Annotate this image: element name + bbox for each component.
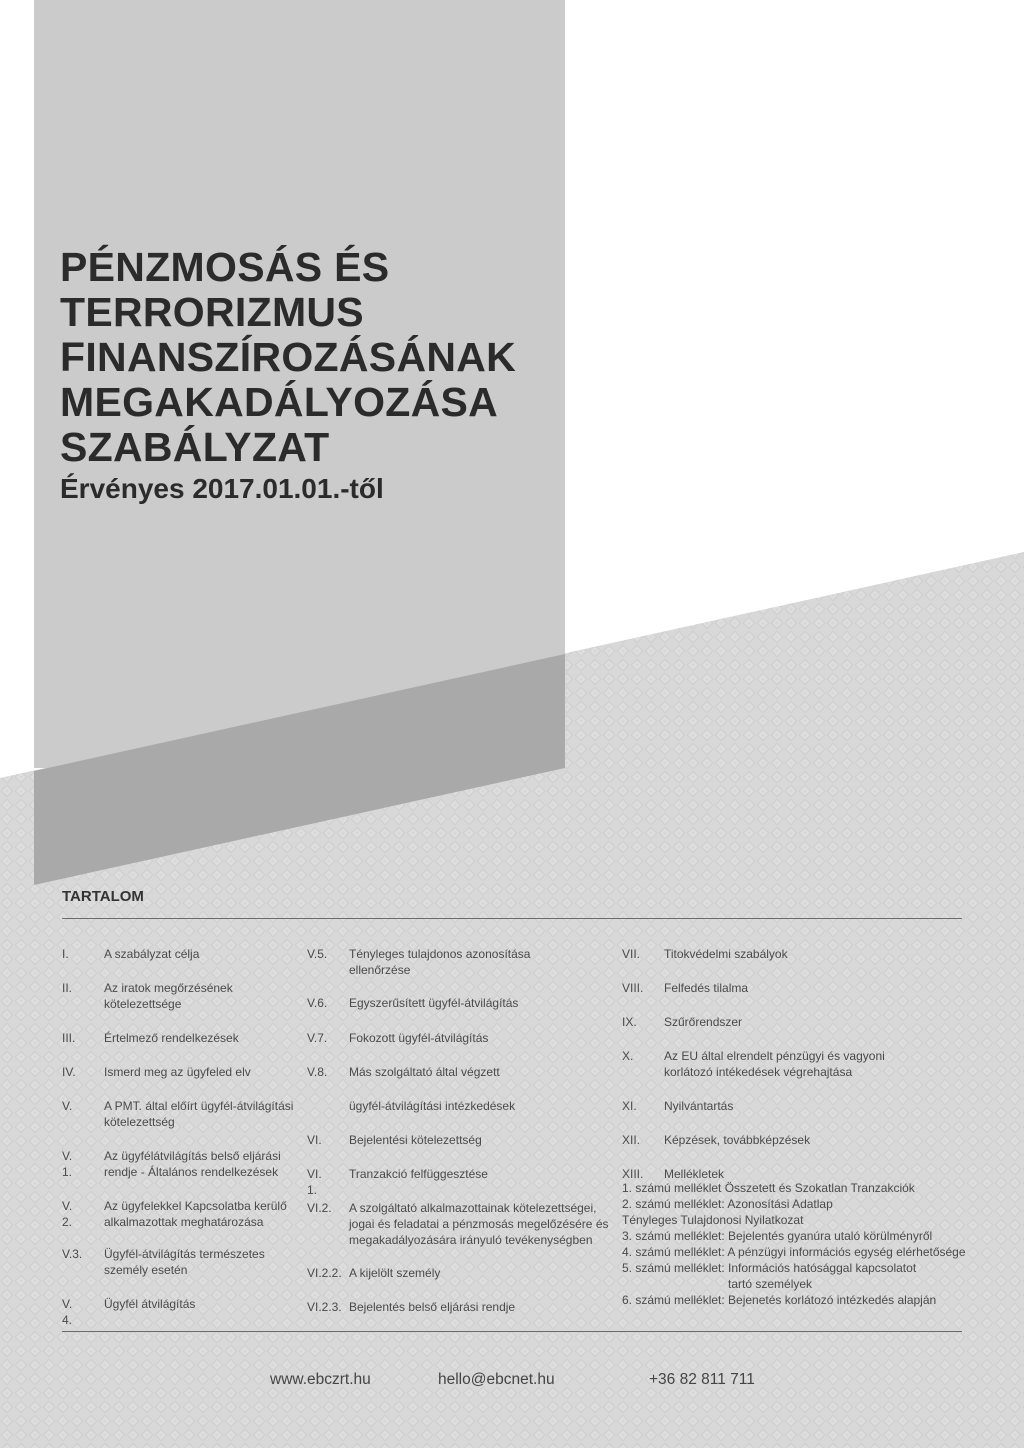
toc-top-divider — [62, 918, 962, 919]
toc-item-text: Az ügyfelekkel Kapcsolatba kerülő alkalmazottak meghatározása — [104, 1199, 287, 1229]
toc-item-text: Más szolgáltató által végzett — [349, 1065, 500, 1079]
toc-item-number: VI.2.2. — [307, 1266, 342, 1280]
toc-item-number: V. 4. — [62, 1297, 73, 1327]
toc-item-number: X. — [622, 1049, 634, 1063]
toc-item-text: Bejelentés belső eljárási rendje — [349, 1300, 516, 1314]
toc-item-text: Az EU által elrendelt pénzügyi és vagyoni korlátozó intékedések végrehajtása — [664, 1049, 885, 1079]
toc-item-text: Tranzakció felfüggesztése — [349, 1167, 488, 1181]
toc-item-number: V. 2. — [62, 1199, 73, 1229]
annex-item: 3. számú melléklet: Bejelentés gyanúra utaló körülményről — [622, 1229, 933, 1243]
toc-item-text: A PMT. által előírt ügyfél-átvilágítási kötelezettség — [104, 1099, 294, 1129]
toc-item-number: XI. — [622, 1099, 637, 1113]
toc-item-text: A szabályzat célja — [104, 947, 200, 961]
toc-item-text: Ismerd meg az ügyfeled elv — [104, 1065, 251, 1079]
toc-item-text: Titokvédelmi szabályok — [664, 947, 788, 961]
toc-item-text: A kijelölt személy — [349, 1266, 441, 1280]
toc-item-text: Értelmező rendelkezések — [104, 1031, 239, 1045]
toc-item-text: Az iratok megőrzésének kötelezettsége — [104, 981, 233, 1011]
footer-website-link[interactable]: www.ebczrt.hu — [270, 1371, 371, 1388]
toc-bottom-divider — [62, 1331, 962, 1332]
title-line: FINANSZÍROZÁSÁNAK — [60, 334, 517, 380]
toc-item-text: Ügyfél-átvilágítás természetes személy esetén — [104, 1247, 265, 1277]
toc-item-number: IV. — [62, 1065, 76, 1079]
title-line: TERRORIZMUS — [60, 289, 364, 335]
toc-item-number: IX. — [622, 1015, 637, 1029]
toc-item-number: II. — [62, 981, 73, 995]
annex-item: 1. számú melléklet Összetett és Szokatlan Tranzakciók — [622, 1181, 915, 1195]
toc-item-number: V.7. — [307, 1031, 328, 1045]
toc-item-text: Bejelentési kötelezettség — [349, 1133, 482, 1147]
validity-subtitle: Érvényes 2017.01.01.-től — [60, 473, 384, 504]
toc-item-number: V.5. — [307, 947, 328, 961]
toc-item-text: ügyfél-átvilágítási intézkedések — [349, 1099, 516, 1113]
annex-item: 2. számú melléklet: Azonosítási Adatlap — [622, 1197, 833, 1211]
toc-item-text: Ügyfél átvilágítás — [104, 1297, 196, 1311]
toc-item-number: V. 1. — [62, 1149, 73, 1179]
toc-item-text: Tényleges tulajdonos azonosítása ellenőrzése — [349, 947, 531, 977]
toc-item-text: Egyszerűsített ügyfél-átvilágítás — [349, 996, 519, 1010]
annex-item: 6. számú melléklet: Bejenetés korlátozó intézkedés alapján — [622, 1293, 937, 1307]
title-line: SZABÁLYZAT — [60, 424, 330, 470]
title-line: PÉNZMOSÁS ÉS — [60, 244, 390, 290]
annex-item: tartó személyek — [728, 1277, 813, 1291]
toc-item-number: VI.2. — [307, 1201, 332, 1215]
toc-item-text: Az ügyfélátvilágítás belső eljárási rendje - Általános rendelkezések — [104, 1149, 281, 1179]
toc-item-text: Szűrőrendszer — [664, 1015, 743, 1029]
toc-item-number: V. — [62, 1099, 73, 1113]
title-line: MEGAKADÁLYOZÁSA — [60, 379, 499, 425]
toc-item-number: VIII. — [622, 981, 644, 995]
toc-item-number: V.8. — [307, 1065, 328, 1079]
toc-item-text: A szolgáltató alkalmazottainak kötelezettségei, jogai és feladatai a pénzmosás megelőzésére és megakadályozására irányuló tevékenységben — [349, 1201, 609, 1247]
toc-item-number: V.6. — [307, 996, 328, 1010]
toc-item-number: V.3. — [62, 1247, 83, 1261]
toc-item-number: VII. — [622, 947, 641, 961]
footer-phone: +36 82 811 711 — [649, 1371, 755, 1388]
toc-item-number: VI. — [307, 1133, 322, 1147]
toc-item-number: VI.2.3. — [307, 1300, 342, 1314]
toc-item-text: Mellékletek — [664, 1167, 725, 1181]
toc-item-text: Felfedés tilalma — [664, 981, 749, 995]
toc-item-number: III. — [62, 1031, 76, 1045]
toc-item-text: Fokozott ügyfél-átvilágítás — [349, 1031, 489, 1045]
toc-heading: TARTALOM — [62, 888, 144, 905]
toc-item-text: Képzések, továbbképzések — [664, 1133, 811, 1147]
toc-item-number: I. — [62, 947, 69, 961]
toc-item-number: VI. 1. — [307, 1167, 322, 1197]
annex-item: 4. számú melléklet: A pénzügyi információs egység elérhetősége — [622, 1245, 966, 1259]
toc-item-number: XII. — [622, 1133, 641, 1147]
toc-item-number: XIII. — [622, 1167, 644, 1181]
footer-email-link[interactable]: hello@ebcnet.hu — [438, 1371, 555, 1388]
annex-item: 5. számú melléklet: Információs hatósággal kapcsolatot — [622, 1261, 917, 1275]
toc-item-text: Nyilvántartás — [664, 1099, 734, 1113]
annex-list — [622, 1180, 966, 1308]
document-title — [60, 245, 560, 506]
annex-item: Tényleges Tulajdonosi Nyilatkozat — [622, 1213, 804, 1227]
